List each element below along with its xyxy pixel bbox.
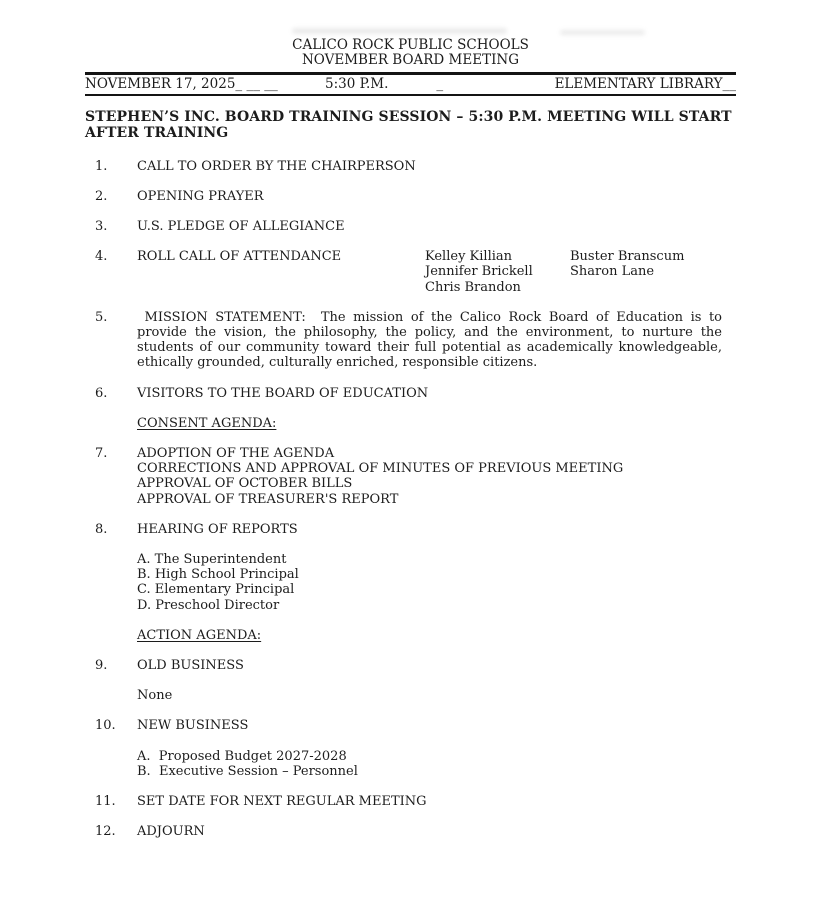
agenda-item-text: SET DATE FOR NEXT REGULAR MEETING: [137, 794, 427, 810]
agenda-item-number: 11.: [95, 794, 116, 810]
agenda-item-text: OLD BUSINESS: [137, 658, 244, 674]
agenda-item-number: 3.: [95, 219, 108, 235]
agenda-subitem: A. The Superintendent: [137, 552, 287, 568]
attendee-name: Kelley Killian: [425, 249, 513, 265]
agenda-block: [85, 219, 736, 234]
agenda-item-content: [137, 386, 736, 401]
agenda-item-content: [137, 824, 736, 839]
agenda-item-content: [137, 310, 736, 371]
attendee-column: [570, 249, 684, 279]
agenda-item-number: 4.: [95, 249, 108, 265]
section-heading: CONSENT AGENDA:: [137, 415, 277, 431]
agenda-item-content: [137, 249, 736, 295]
training-session-notice: STEPHEN’S INC. BOARD TRAINING SESSION – 5:30 P.M. MEETING WILL START AFTER TRAINING: [85, 108, 732, 142]
agenda-item-content: [137, 794, 736, 809]
agenda-item-content: [137, 219, 736, 234]
meeting-info-bar: [85, 72, 736, 95]
agenda-item-text: MISSION STATEMENT: The mission of the Calico Rock Board of Education is to provide the vision, the philosophy, the policy, and the environment, to nurture the students of our community toward their full potential as academically knowledgeable, ethically grounded, culturally enriched, responsible citizens.: [137, 309, 722, 371]
agenda-subitem: B. Executive Session – Personnel: [137, 763, 358, 779]
agenda-block: [85, 310, 736, 371]
agenda-block: [85, 416, 736, 431]
agenda-item-number: 12.: [95, 824, 116, 840]
agenda-item-text: APPROVAL OF OCTOBER BILLS: [137, 476, 353, 492]
attendee-name: Chris Brandon: [425, 279, 521, 295]
agenda-item-content: [137, 446, 736, 507]
rollcall-row: [137, 249, 736, 295]
agenda-item-text: ADJOURN: [137, 824, 205, 840]
meeting-location: ELEMENTARY LIBRARY__: [554, 76, 736, 93]
attendee-column: [425, 249, 570, 295]
agenda-sublist: [137, 749, 736, 779]
agenda-block: [85, 718, 736, 779]
document-header: [85, 38, 736, 68]
agenda-item-text: HEARING OF REPORTS: [137, 521, 298, 537]
agenda-item-number: 9.: [95, 658, 108, 674]
meeting-time: 5:30 P.M.: [325, 76, 389, 93]
agenda-item-number: 7.: [95, 446, 108, 462]
agenda-sublist: [137, 688, 736, 703]
attendee-name: Jennifer Brickell: [425, 264, 533, 280]
agenda-list: [85, 159, 736, 840]
agenda-item-content: [137, 628, 736, 643]
attendee-name: Sharon Lane: [570, 264, 655, 280]
agenda-subitem: A. Proposed Budget 2027-2028: [137, 748, 347, 764]
agenda-item-number: 5.: [95, 309, 108, 325]
agenda-block: [85, 522, 736, 613]
agenda-item-text: CORRECTIONS AND APPROVAL OF MINUTES OF PREVIOUS MEETING: [137, 461, 624, 477]
agenda-item-content: [137, 522, 736, 613]
agenda-block: [85, 386, 736, 401]
agenda-block: [85, 658, 736, 703]
agenda-item-text: ADOPTION OF THE AGENDA: [137, 446, 335, 462]
agenda-item-content: [137, 718, 736, 779]
agenda-subitem: None: [137, 688, 173, 704]
agenda-block: [85, 628, 736, 643]
agenda-block: [85, 824, 736, 839]
agenda-item-text: VISITORS TO THE BOARD OF EDUCATION: [137, 385, 429, 401]
agenda-block: [85, 189, 736, 204]
agenda-item-content: [137, 658, 736, 703]
attendee-name: Buster Branscum: [570, 249, 685, 265]
agenda-block: [85, 159, 736, 174]
agenda-item-text: U.S. PLEDGE OF ALLEGIANCE: [137, 219, 345, 235]
agenda-item-number: 8.: [95, 521, 108, 537]
meeting-time-group: [325, 77, 555, 92]
agenda-block: [85, 249, 736, 295]
section-heading: ACTION AGENDA:: [137, 627, 262, 643]
agenda-item-number: 2.: [95, 188, 108, 204]
agenda-item-number: 1.: [95, 158, 108, 174]
agenda-item-text: ROLL CALL OF ATTENDANCE: [137, 249, 342, 265]
meeting-date: NOVEMBER 17, 2025_ __ __: [85, 76, 278, 93]
agenda-block: [85, 794, 736, 809]
agenda-item-number: 10.: [95, 718, 116, 734]
agenda-subitem: D. Preschool Director: [137, 597, 280, 613]
agenda-item-text: CALL TO ORDER BY THE CHAIRPERSON: [137, 158, 416, 174]
agenda-block: [85, 446, 736, 507]
agenda-item-text: OPENING PRAYER: [137, 188, 264, 204]
agenda-item-number: [85, 628, 137, 643]
agenda-item-text: APPROVAL OF TREASURER'S REPORT: [137, 491, 399, 507]
school-name: CALICO ROCK PUBLIC SCHOOLS: [292, 37, 529, 53]
agenda-item-text: NEW BUSINESS: [137, 718, 249, 734]
agenda-subitem: C. Elementary Principal: [137, 582, 295, 598]
meeting-title: NOVEMBER BOARD MEETING: [301, 52, 520, 69]
blank-mark: _: [436, 76, 444, 93]
agenda-sublist: [137, 552, 736, 613]
agenda-item-content: [137, 189, 736, 204]
agenda-subitem: B. High School Principal: [137, 567, 299, 583]
agenda-item-content: [137, 159, 736, 174]
agenda-item-number: 6.: [95, 385, 108, 401]
agenda-item-content: [137, 416, 736, 431]
agenda-item-number: [85, 416, 137, 431]
